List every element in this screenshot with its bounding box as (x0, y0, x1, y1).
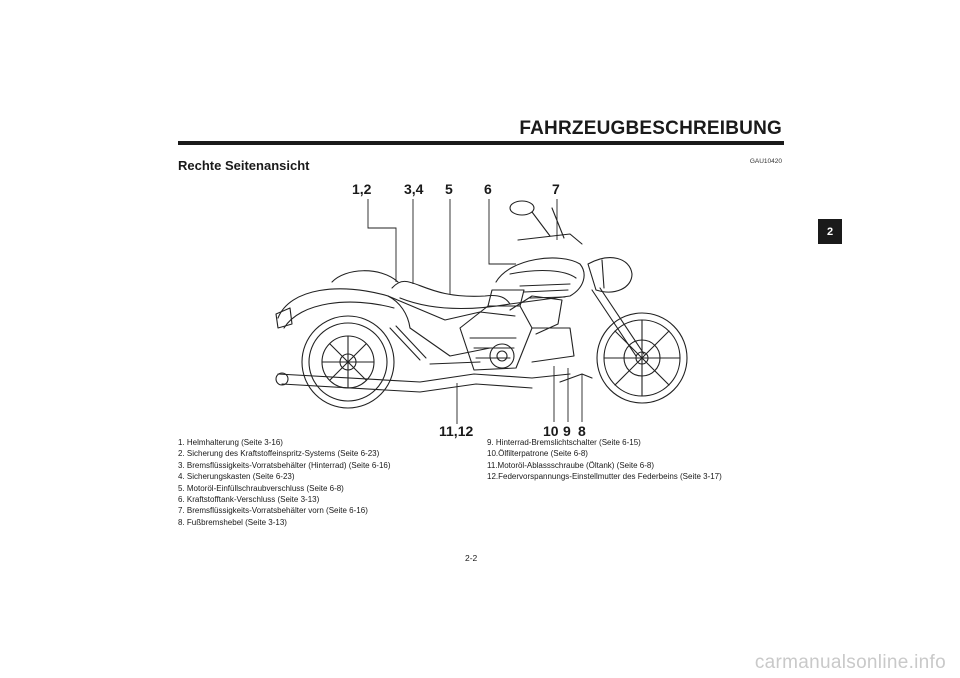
legend-item: 1. Helmhalterung (Seite 3-16) (178, 438, 283, 447)
watermark: carmanualsonline.info (754, 652, 946, 673)
callout-10: 10 (543, 423, 559, 439)
legend-item: 8. Fußbremshebel (Seite 3-13) (178, 517, 287, 527)
legend-item: 12.Federvorspannungs-Einstellmutter des Federbeins (Seite 3-17) (487, 472, 722, 482)
front-wheel (597, 313, 687, 403)
passenger-seat (332, 271, 398, 282)
callout-11-12: 11,12 (439, 423, 474, 439)
motorcycle-diagram (270, 178, 695, 443)
engine (460, 290, 574, 370)
rear-wheel (302, 316, 394, 408)
exhaust-pipe (276, 362, 570, 392)
legend-item: 4. Sicherungskasten (Seite 6-23) (178, 472, 295, 482)
callout-7: 7 (552, 181, 560, 197)
legend-item: 6. Kraftstofftank-Verschluss (Seite 3-13) (178, 495, 320, 505)
rear-fender (278, 289, 410, 328)
mirror-icon (510, 201, 534, 215)
section-title: Rechte Seitenansicht (178, 158, 310, 173)
headlight (588, 258, 632, 292)
legend-item: 2. Sicherung des Kraftstoffeinspritz-Systems (Seite 6-23) (178, 449, 380, 459)
page-number: 2-2 (465, 553, 478, 563)
legend-item: 5. Motoröl-Einfüllschraubverschluss (Seite 6-8) (178, 483, 344, 493)
callout-8: 8 (578, 423, 586, 439)
legend-item: 11.Motoröl-Ablassschraube (Öltank) (Seite 6-8) (487, 460, 655, 470)
callout-9: 9 (563, 423, 571, 439)
legend-item: 9. Hinterrad-Bremslichtschalter (Seite 6-15) (487, 438, 641, 447)
callout-5: 5 (445, 181, 453, 197)
rider-seat (392, 281, 510, 304)
legend-left (178, 437, 478, 528)
document-code: GAU10420 (749, 158, 782, 165)
callout-6: 6 (484, 181, 492, 197)
legend-item: 7. Bremsflüssigkeits-Vorratsbehälter vorn (Seite 6-16) (178, 506, 368, 516)
legend-item: 3. Bremsflüssigkeits-Vorratsbehälter (Hinterrad) (Seite 6-16) (178, 460, 391, 470)
page-header-title: FAHRZEUGBESCHREIBUNG (519, 118, 782, 139)
chapter-tab[interactable]: 2 (818, 219, 842, 244)
legend-right (487, 437, 787, 483)
callout-3-4: 3,4 (404, 181, 424, 197)
header-rule (178, 141, 784, 145)
legend-item: 10.Ölfilterpatrone (Seite 6-8) (487, 449, 588, 459)
callout-1-2: 1,2 (352, 181, 372, 197)
